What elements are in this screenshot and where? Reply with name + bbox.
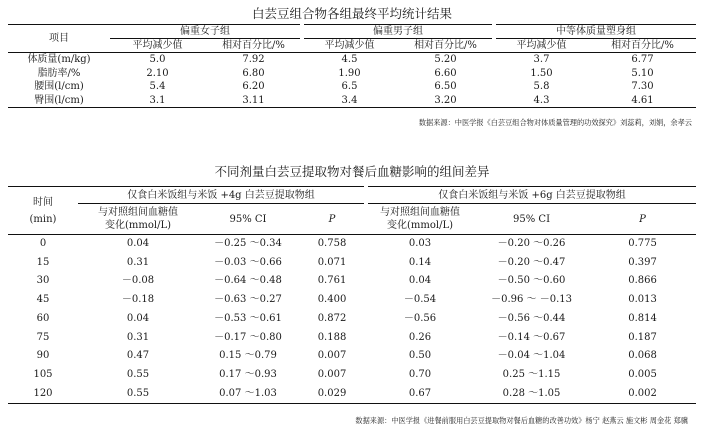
table-cell: 4.61 [631,94,654,106]
table-row [8,347,696,366]
sub-header: 平均减少值 [110,39,205,53]
table-row [8,291,696,310]
row-label: 脂肪率/% [37,67,81,79]
table-cell: 0.866 [628,275,657,287]
table-cell: 0.002 [628,387,657,399]
table-cell: 0.775 [628,238,657,249]
table-cell: 1.90 [338,67,361,79]
table-cell: 5.4 [149,81,166,92]
table-cell: 6.20 [242,81,265,92]
time-header-label: 时间 [33,196,53,208]
table-cell: 0.47 [126,350,150,362]
table-cell: 0.068 [628,350,657,362]
table-cell: －0.04 ～1.04 [497,350,566,362]
table-row [8,235,696,254]
time-cell: 120 [33,387,53,399]
table-cell: －0.17 ～0.80 [214,331,282,343]
table-cell: 6.50 [434,81,457,92]
table-cell: 4.5 [341,54,358,65]
table-cell: 0.28 ～1.05 [502,387,561,399]
table-cell: －0.56 ～0.44 [497,312,566,324]
table-cell: －0.53 ～0.61 [214,312,282,324]
table-cell: 0.187 [628,331,657,343]
sub-header-p: P [298,204,366,235]
table-cell: 6.77 [631,54,654,65]
table2-panel [8,158,696,426]
table-cell: 6.80 [242,67,265,79]
table-cell: 0.26 [408,331,432,343]
sub-header: 平均减少值 [302,39,397,53]
time-cell: 0 [39,238,47,249]
table-cell: 0.14 [408,256,432,268]
table-cell: 0.15 ～0.79 [219,350,277,362]
table-cell: 3.4 [341,94,358,106]
time-cell: 30 [36,275,50,287]
table-cell: －0.20 ～0.26 [497,238,566,249]
table-cell: 0.005 [628,368,657,380]
table-cell: 0.029 [317,387,347,399]
table-cell: 0.400 [317,294,347,306]
table-cell: －0.14 ～0.67 [497,331,566,343]
table-cell: 0.761 [317,275,347,287]
table-cell: 3.7 [533,54,550,65]
time-header [8,187,78,235]
group-header-4g: 仅食白米饭组与米饭 +4g 白芸豆提取物组 [78,187,366,204]
group-header-medium: 中等体质量塑身组 [494,25,696,39]
table-cell: 0.872 [317,312,347,324]
table-cell: －0.50 ～0.60 [497,275,566,287]
table-cell: 6.60 [434,67,457,79]
table-cell: 0.758 [317,238,347,249]
time-cell: 105 [33,368,53,380]
table-cell: 0.50 [408,350,432,362]
table-cell: 5.8 [533,81,550,92]
table-cell: 5.20 [434,54,457,65]
table1-title: 白芸豆组合物各组最终平均统计结果 [251,6,452,21]
table-cell: 4.3 [533,94,550,106]
time-cell: 75 [36,331,50,343]
sub-header: 相对百分比/% [589,39,696,53]
table-cell: 2.10 [146,67,169,79]
row-label: 腰围(l/cm) [34,81,84,92]
group-header-6g: 仅食白米饭组与米饭 +6g 白芸豆提取物组 [366,187,696,204]
table-row [8,385,696,404]
table-cell: 0.397 [628,256,657,268]
time-cell: 15 [36,256,50,268]
item-header: 项目 [8,25,110,53]
table-cell: 0.04 [126,238,150,249]
sub-header-change: 与对照组间血糖值 变化(mmol/L) [366,204,474,235]
table-cell: 0.03 [408,238,432,249]
table2-title: 不同剂量白芸豆提取物对餐后血糖影响的组间差异 [214,164,490,179]
table-cell: 3.20 [434,94,457,106]
sub-header-change: 与对照组间血糖值 变化(mmol/L) [78,204,198,235]
table-cell: 0.55 [126,387,150,399]
table-cell: 0.007 [317,368,347,380]
table-cell: 0.007 [317,350,347,362]
table1-source: 数据来源：中医学报《白芸豆组合物对体质量管理的功效探究》刘蕊莉，刘娟，余孝云 [418,118,692,127]
time-header-unit: (min) [29,213,57,225]
table-cell: －0.18 [121,294,155,306]
table-cell: －0.54 [403,294,437,306]
table-cell: －0.64 ～0.48 [214,275,282,287]
table-cell: 0.31 [126,256,150,268]
table-cell: －0.96 ～ －0.13 [491,294,572,306]
table-cell: －0.20 ～0.47 [497,256,566,268]
group-header-female: 偏重女子组 [110,25,302,39]
time-cell: 60 [36,312,50,324]
sub-header: 相对百分比/% [205,39,302,53]
table-row [8,272,696,291]
table-cell: 0.07 ～1.03 [219,387,277,399]
table-cell: 6.5 [341,81,358,92]
group-header-male: 偏重男子组 [302,25,494,39]
table-cell: 3.1 [149,94,166,106]
table-cell: 7.92 [242,54,265,65]
row-label: 体质量(m/kg) [27,54,91,65]
table1 [8,24,696,108]
table-cell: 0.70 [408,368,432,380]
sub-header-ci: 95% CI [474,204,589,235]
table-cell: －0.25 ～0.34 [214,238,282,249]
table-row [8,53,696,67]
table-cell: 0.25 ～1.15 [502,368,561,380]
time-cell: 90 [36,350,50,362]
row-label: 臀围(l/cm) [34,94,84,106]
table2 [8,186,696,404]
table-cell: 0.04 [408,275,432,287]
table-cell: 0.04 [126,312,150,324]
table-cell: －0.08 [121,275,155,287]
table-cell: 0.071 [317,256,347,268]
sub-header-ci: 95% CI [198,204,298,235]
table-cell: 0.67 [408,387,432,399]
table-cell: 0.55 [126,368,150,380]
table-cell: 0.31 [126,331,150,343]
sub-header: 相对百分比/% [397,39,494,53]
table-cell: 0.013 [628,294,657,306]
sub-header-p: P [589,204,696,235]
table2-source: 数据来源：中医学报《进餐前服用白芸豆提取物对餐后血糖的改善功效》杨宁 赵燕云 施文彬 周金花 郑骥 [355,416,688,426]
time-cell: 45 [36,294,50,306]
table-cell: 0.814 [628,312,657,324]
table-row [8,329,696,348]
table-cell: 5.0 [149,54,166,65]
table-cell: －0.03 ～0.66 [214,256,282,268]
table-cell: 3.11 [242,94,265,106]
table-cell: －0.56 [403,312,437,324]
table-row [8,80,696,94]
table-row [8,94,696,108]
table-cell: 0.188 [317,331,347,343]
table-row [8,254,696,273]
table-row [8,366,696,385]
table-cell: 7.30 [631,81,654,92]
table-cell: －0.63 ～0.27 [214,294,282,306]
sub-header: 平均减少值 [494,39,589,53]
table-row [8,310,696,329]
table-cell: 1.50 [530,67,553,79]
table-row [8,67,696,81]
table1-panel [8,4,696,128]
table-cell: 0.17 ～0.93 [219,368,277,380]
table-cell: 5.10 [631,67,654,79]
